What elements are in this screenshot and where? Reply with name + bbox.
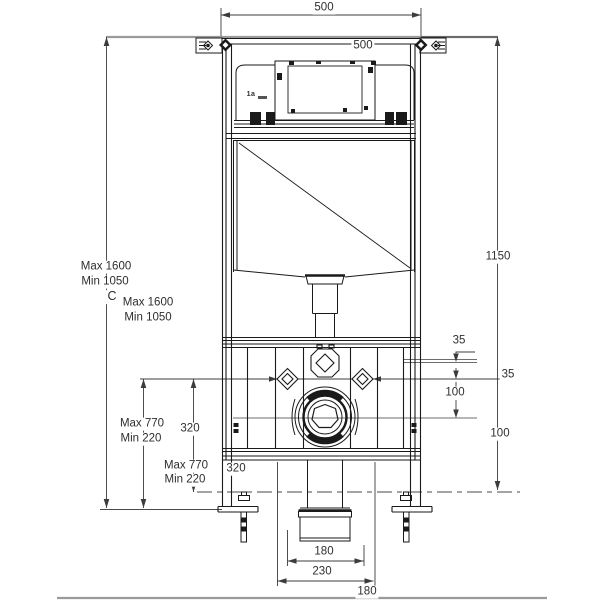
dim-inlet-offset-a: 35	[452, 334, 466, 347]
flush-pipe	[305, 276, 345, 339]
drain-socket	[299, 460, 352, 541]
section-c-label: C	[107, 289, 117, 304]
dim-fixing-offset-b: 100	[490, 427, 510, 440]
fixing-bolt-left	[277, 369, 298, 390]
dim-outlet-width-b: 180	[357, 585, 377, 598]
dim-outlet-width-a: 180	[314, 545, 334, 558]
outlet-flange	[234, 387, 417, 447]
inlet-fitting	[311, 345, 339, 377]
dim-depth-a: 320	[180, 422, 200, 435]
dim-top-width-outer: 500	[314, 1, 334, 14]
dim-overall-height: 1150	[485, 250, 511, 263]
dim-inlet-offset-b: 35	[501, 368, 515, 381]
dim-seat-max-b: Max 770	[163, 459, 209, 472]
anchor-bolt-right	[401, 492, 412, 542]
dim-depth-b: 320	[226, 462, 246, 475]
wall-bracket-left	[196, 38, 222, 53]
dim-frame-min-a: Min 1050	[81, 275, 129, 288]
dim-fixing-centres: 230	[312, 565, 332, 578]
dim-seat-min-a: Min 220	[120, 432, 162, 445]
part-tag-label: 1a	[246, 91, 256, 99]
dim-seat-max-a: Max 770	[119, 417, 165, 430]
dim-frame-min-b: Min 1050	[124, 311, 172, 324]
dim-frame-max-b: Max 1600	[122, 296, 174, 309]
dim-fixing-offset-a: 100	[445, 386, 465, 399]
corner-bolt-icons	[219, 39, 428, 52]
dim-seat-min-b: Min 220	[164, 473, 206, 486]
dim-top-width-inner: 500	[353, 39, 373, 52]
dim-frame-max-a: Max 1600	[80, 260, 132, 273]
fixing-bolt-right	[352, 369, 373, 390]
floor-line	[100, 492, 520, 510]
anchor-bolt-left	[239, 492, 250, 542]
